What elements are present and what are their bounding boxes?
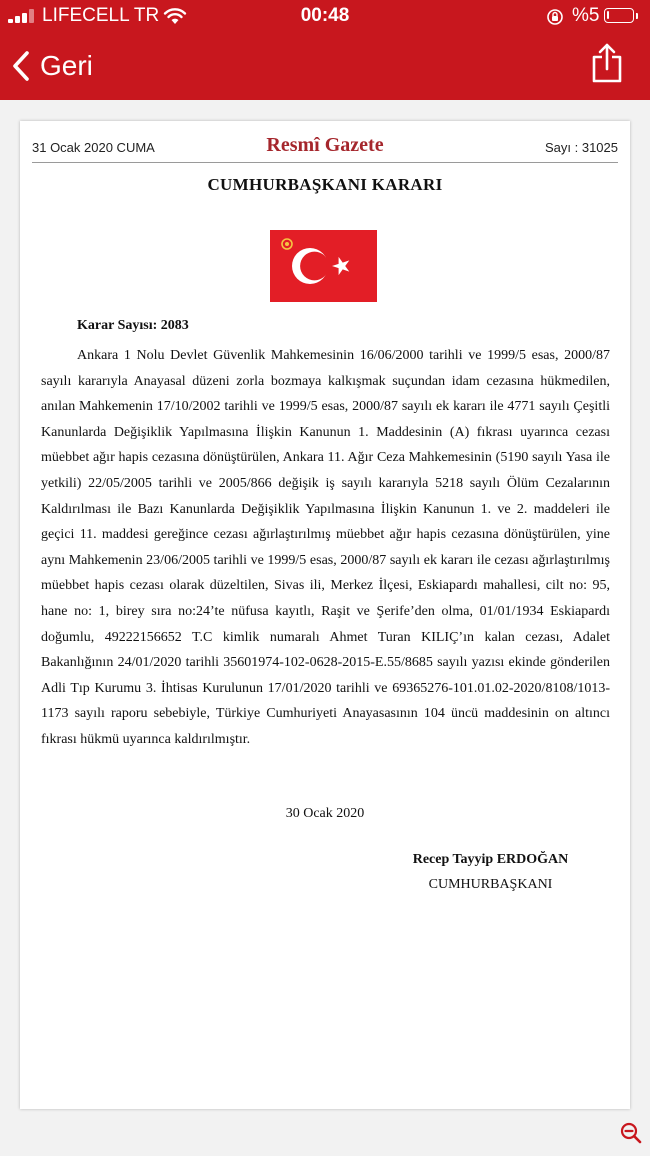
decision-number: Karar Sayısı: 2083 xyxy=(77,318,189,333)
carrier-name: LIFECELL TR xyxy=(42,5,160,26)
status-bar xyxy=(0,0,650,34)
turkish-flag-icon xyxy=(270,230,377,302)
chevron-left-icon xyxy=(12,50,30,82)
signature-date: 30 Ocak 2020 xyxy=(285,806,365,821)
zoom-out-icon[interactable] xyxy=(619,1121,643,1145)
signer-title: CUMHURBAŞKANI xyxy=(428,877,553,892)
gazette-document xyxy=(20,121,630,1109)
status-time: 00:48 xyxy=(300,5,350,26)
gazette-issue-number: Sayı : 31025 xyxy=(545,140,618,155)
share-icon[interactable] xyxy=(590,42,624,84)
battery-tip xyxy=(636,13,638,19)
orientation-lock-icon xyxy=(546,8,564,26)
back-button[interactable] xyxy=(12,46,93,86)
battery-icon xyxy=(604,8,634,23)
header-divider xyxy=(32,162,618,163)
gazette-date: 31 Ocak 2020 CUMA xyxy=(32,140,155,155)
back-button-label: Geri xyxy=(40,50,93,81)
battery-percent: %5 xyxy=(572,5,600,26)
battery-level-fill xyxy=(607,11,609,19)
decree-heading: CUMHURBAŞKANI KARARI xyxy=(207,175,443,194)
app-header xyxy=(0,0,650,100)
gazette-title: Resmî Gazete xyxy=(266,134,384,156)
signer-name: Recep Tayyip ERDOĞAN xyxy=(412,852,569,867)
decree-body-text: Ankara 1 Nolu Devlet Güvenlik Mahkemesinin 16/06/2000 tarihli ve 1999/5 esas, 2000/87 sayılı kararıyla Anayasal düzeni zorla bozmaya kalkışmak suçundan idam cezasına hükmedilen, anılan Mahkemenin 17/10/2002 tarihli ve 1999/5 esas, 2000/87 sayılı ek kararı ile 4771 sayılı Çeşitli Kanunlarda Değişiklik Yapılmasına İlişkin Kanunun 1. Maddesinin (A) fıkrası uyarınca cezası müebbet ağır hapis cezasına dönüştürülen, Ankara 11. Ağır Ceza Mahkemesinin (5190 sayılı Yasa ile yetkili) 22/05/2005 tarihli ve 2005/866 değişik iş sayılı kararıyla 5218 sayılı Ölüm Cezalarının Kaldırılması ile Bazı Kanunlarda Değişiklik Yapılmasına İlişkin Kanunun 1. ve 2. maddeleri ile geçici 11. maddesi gereğince cezası ağırlaştırılmış müebbet ağır hapis cezasına dönüştürülen, yine aynı Mahkemenin 23/06/2005 tarihli ve 1999/5 esas, 2000/87 sayılı ek kararı ile cezası ağırlaştırılmış müebbet hapis cezası olarak düzeltilen, Sivas ili, Merkez İlçesi, Eskiapardı mahallesi, cilt no: 95, hane no: 1, birey sıra no:24’te nüfusa kayıtlı, Raşit ve Şerife’den olma, 01/01/1934 Eskiapardı doğumlu, 49222156652 T.C kimlik numaralı Ahmet Turan KILIÇ’ın kalan cezası, Adalet Bakanlığının 24/01/2020 tarihli 35601974-102-0628-2015-E.55/8685 sayılı yazısı ekinde gönderilen Adli Tıp Kurumu 3. İhtisas Kurulunun 17/01/2020 tarihli ve 69365276-101.01.02-2020/8108/1013-1173 sayılı raporu sebebiyle, Türkiye Cumhuriyeti Anayasasının 104 üncü maddesinin on altıncı fıkrası hükmü uyarınca kaldırılmıştır. xyxy=(41,348,610,747)
